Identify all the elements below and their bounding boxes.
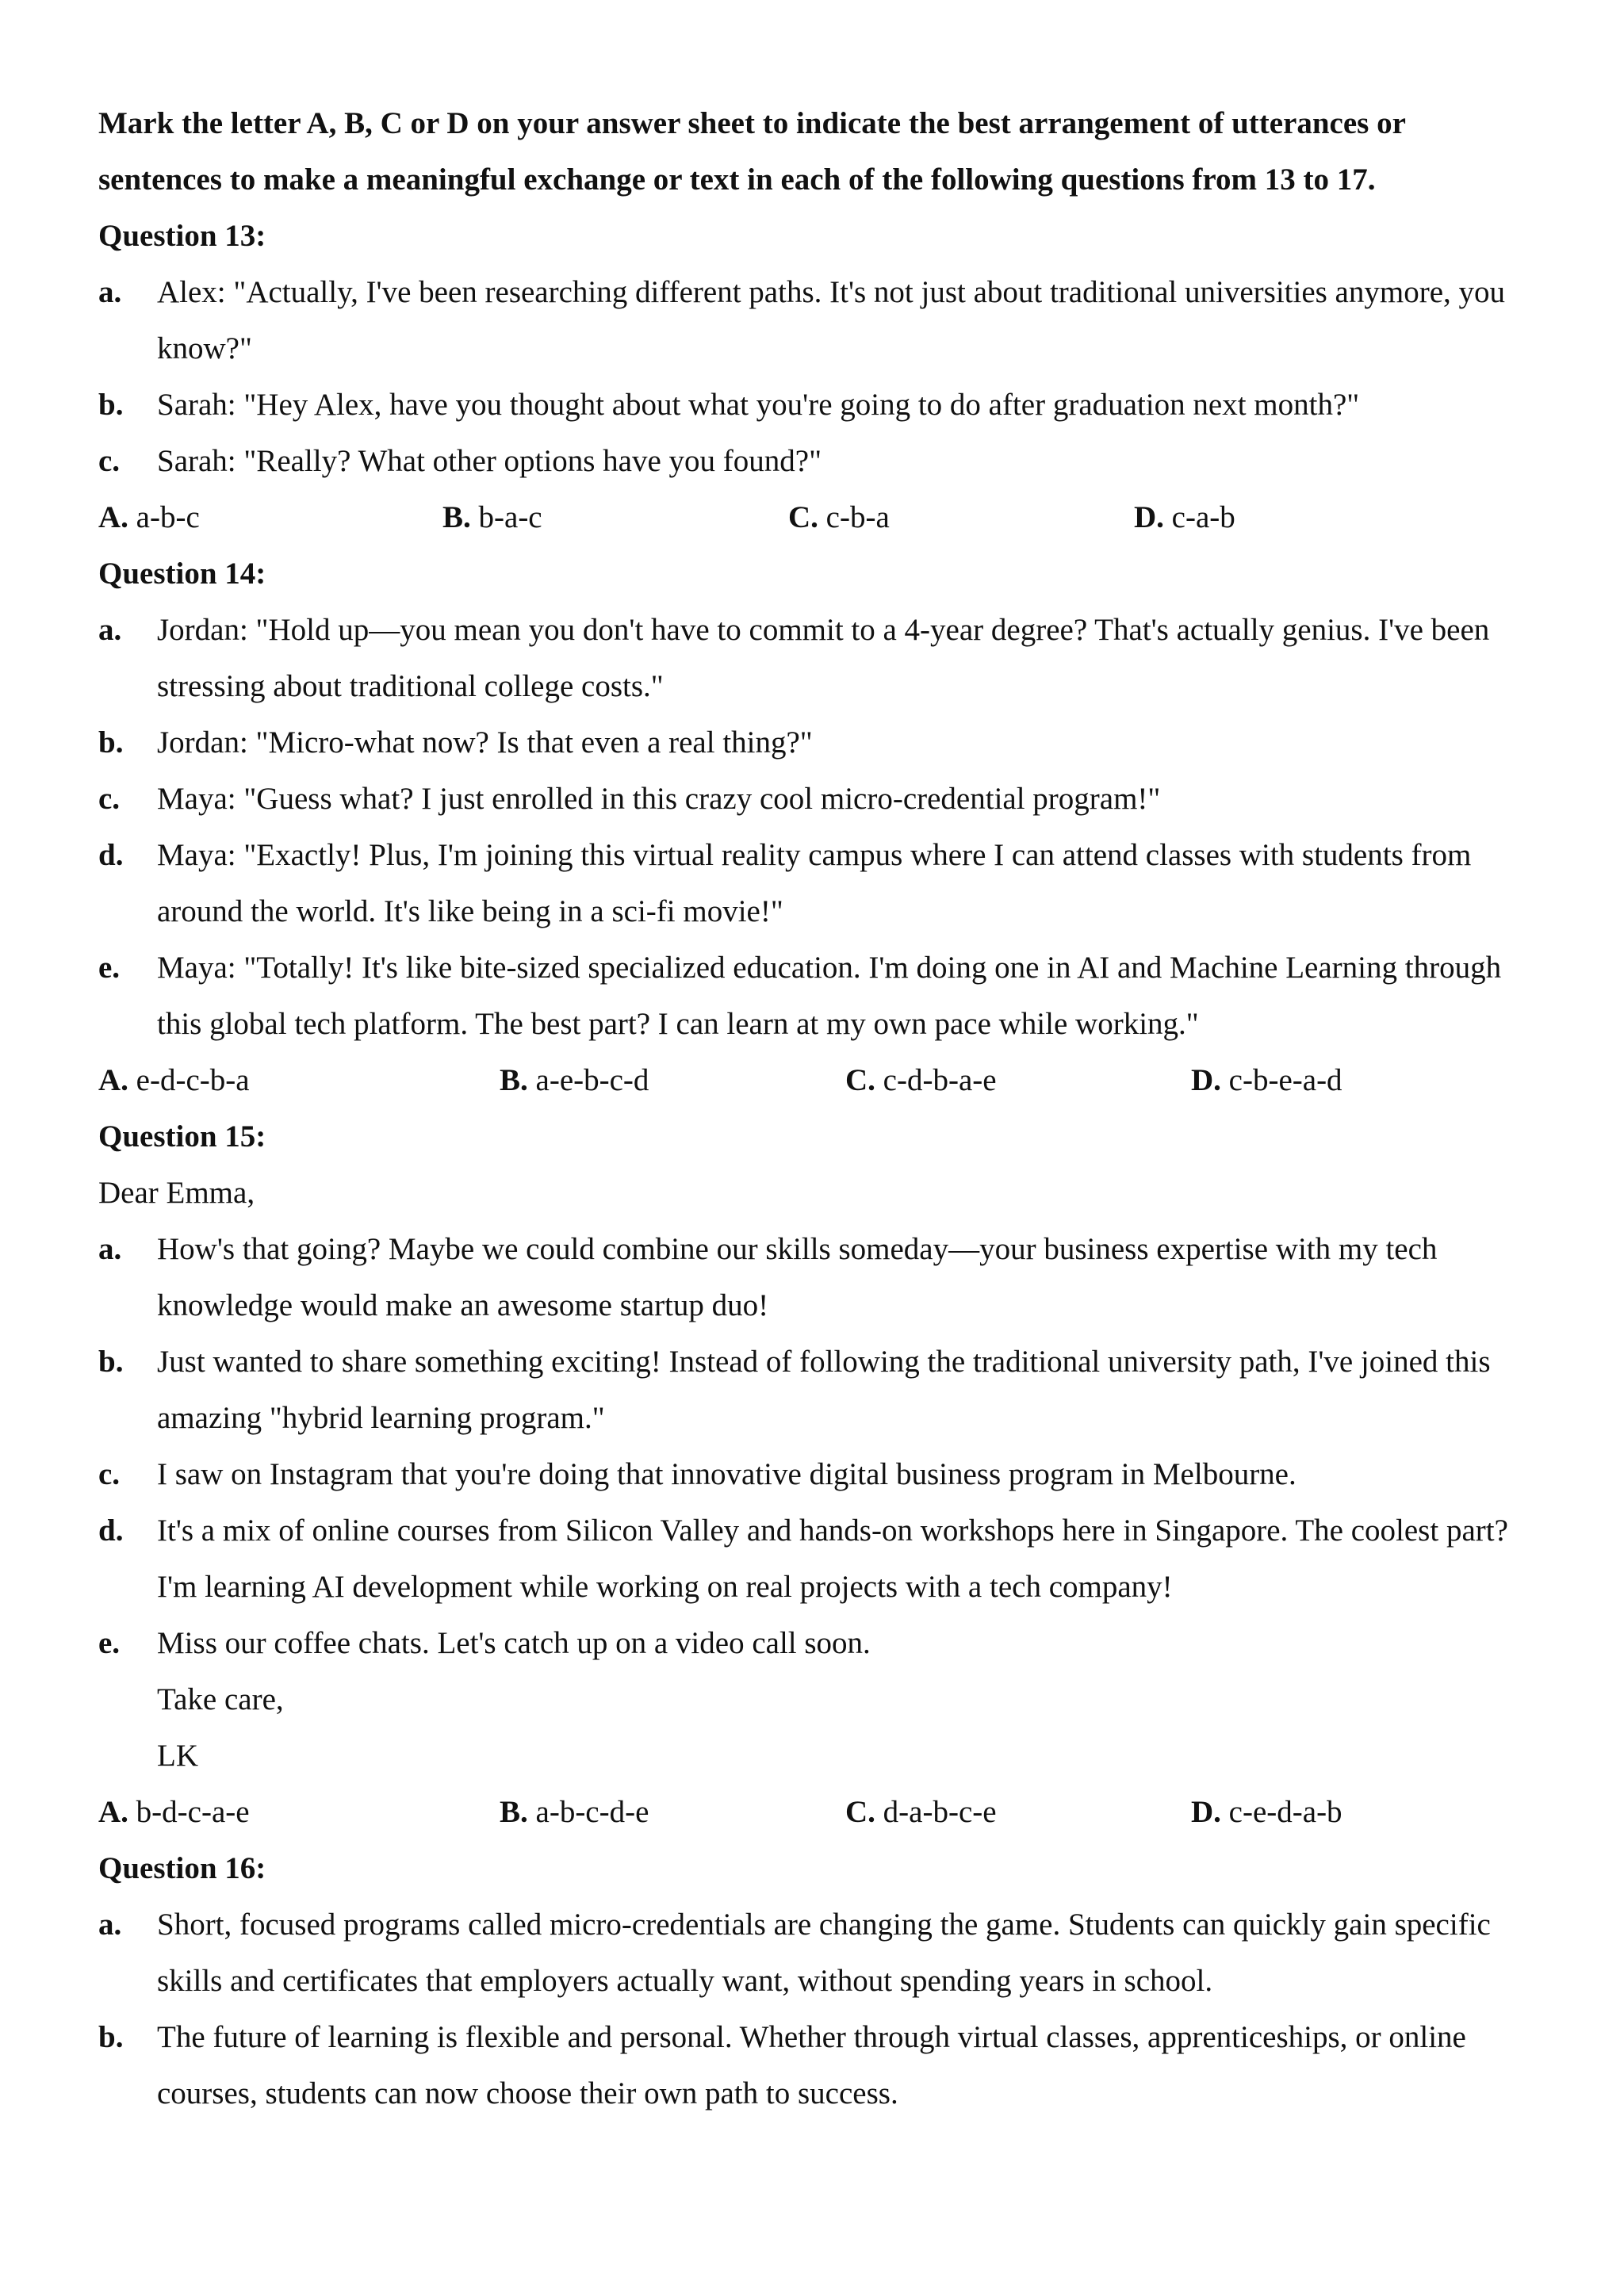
option-letter: B.	[500, 1795, 528, 1829]
item-label: d.	[98, 1513, 124, 1548]
q15-item-c	[98, 1446, 1542, 1502]
q15-item-b	[98, 1334, 1542, 1446]
option-letter: D.	[1134, 500, 1164, 534]
q13-option-d[interactable]	[1134, 489, 1235, 545]
option-value: b-a-c	[478, 500, 542, 534]
item-label: b.	[98, 388, 124, 422]
q14-option-b[interactable]	[500, 1052, 845, 1108]
option-letter: C.	[788, 500, 818, 534]
letter-greeting: Dear Emma,	[98, 1176, 255, 1210]
q13-option-b[interactable]	[442, 489, 788, 545]
item-label: c.	[98, 782, 121, 816]
question-14-title: Question 14:	[98, 557, 266, 591]
q13-item-b	[98, 377, 1542, 433]
item-text: Maya: "Totally! It's like bite-sized specialized education. I'm doing one in AI and Machine Learning through this global tech platform. The best part? I can learn at my own pace while working."	[157, 951, 1502, 1041]
option-value: c-b-e-a-d	[1228, 1063, 1342, 1097]
q14-item-c	[98, 771, 1542, 827]
item-label: a.	[98, 1908, 122, 1942]
q14-item-a	[98, 602, 1542, 714]
q15-option-b[interactable]	[500, 1784, 845, 1840]
instructions-line-1: Mark the letter A, B, C or D on your answer sheet to indicate the best arrangement of utterances or	[98, 106, 1406, 140]
item-label: b.	[98, 1345, 124, 1379]
item-label: e.	[98, 951, 121, 985]
option-letter: C.	[845, 1795, 875, 1829]
item-text: Alex: "Actually, I've been researching different paths. It's not just about traditional universities anymore, you know?"	[157, 275, 1506, 365]
question-15-title: Question 15:	[98, 1119, 266, 1154]
item-text: It's a mix of online courses from Silicon Valley and hands-on workshops here in Singapore. The coolest part? I'm learning AI development while working on real projects with a tech company!	[157, 1513, 1508, 1604]
item-text: Maya: "Guess what? I just enrolled in this crazy cool micro-credential program!"	[157, 782, 1161, 816]
q15-item-d	[98, 1502, 1542, 1615]
item-text: Sarah: "Hey Alex, have you thought about what you're going to do after graduation next month?"	[157, 388, 1360, 422]
q15-option-c[interactable]	[845, 1784, 1191, 1840]
q15-item-e	[98, 1615, 1542, 1671]
item-text: The future of learning is flexible and personal. Whether through virtual classes, apprenticeships, or online courses, students can now choose their own path to success.	[157, 2020, 1466, 2110]
option-letter: B.	[442, 500, 471, 534]
item-text: Jordan: "Micro-what now? Is that even a real thing?"	[157, 725, 813, 760]
q16-item-b	[98, 2009, 1542, 2122]
option-value: a-e-b-c-d	[535, 1063, 649, 1097]
item-label: a.	[98, 1232, 122, 1266]
item-text: Just wanted to share something exciting! Instead of following the traditional university path, I've joined this amazing "hybrid learning program."	[157, 1345, 1491, 1435]
q14-item-b	[98, 714, 1542, 771]
option-value: c-e-d-a-b	[1228, 1795, 1342, 1829]
item-text: Maya: "Exactly! Plus, I'm joining this virtual reality campus where I can attend classes with students from around the world. It's like being in a sci-fi movie!"	[157, 838, 1472, 928]
q15-option-d[interactable]	[1191, 1784, 1342, 1840]
option-letter: A.	[98, 1063, 128, 1097]
item-text: Jordan: "Hold up—you mean you don't have to commit to a 4-year degree? That's actually genius. I've been stressing about traditional college costs."	[157, 613, 1490, 703]
q13-item-a	[98, 264, 1542, 377]
item-label: a.	[98, 275, 122, 309]
question-16-title: Question 16:	[98, 1851, 266, 1885]
item-text: I saw on Instagram that you're doing that innovative digital business program in Melbourne.	[157, 1457, 1297, 1491]
item-label: a.	[98, 613, 122, 647]
option-value: c-b-a	[825, 500, 890, 534]
q13-option-a[interactable]	[98, 489, 442, 545]
q15-option-a[interactable]	[98, 1784, 500, 1840]
item-label: d.	[98, 838, 124, 872]
item-label: b.	[98, 725, 124, 760]
question-13-title: Question 13:	[98, 219, 266, 253]
option-value: c-a-b	[1171, 500, 1235, 534]
q14-item-e	[98, 939, 1542, 1052]
q13-item-c	[98, 433, 1542, 489]
q15-item-a	[98, 1221, 1542, 1334]
item-label: b.	[98, 2020, 124, 2054]
item-text: Short, focused programs called micro-credentials are changing the game. Students can quickly gain specific skills and certificates that employers actually want, without spending years in school.	[157, 1908, 1491, 1998]
item-label: c.	[98, 444, 121, 478]
q13-options	[98, 489, 1542, 545]
item-label: e.	[98, 1626, 121, 1660]
option-value: b-d-c-a-e	[136, 1795, 250, 1829]
q16-item-a	[98, 1896, 1542, 2009]
option-value: a-b-c-d-e	[535, 1795, 649, 1829]
instructions-line-2: sentences to make a meaningful exchange or text in each of the following questions from 13 to 17.	[98, 163, 1376, 197]
option-letter: A.	[98, 500, 128, 534]
option-letter: C.	[845, 1063, 875, 1097]
q14-options	[98, 1052, 1542, 1108]
item-text: Miss our coffee chats. Let's catch up on a video call soon.	[157, 1626, 871, 1660]
q15-options	[98, 1784, 1542, 1840]
item-text: How's that going? Maybe we could combine our skills someday—your business expertise with my tech knowledge would make an awesome startup duo!	[157, 1232, 1438, 1322]
option-letter: D.	[1191, 1795, 1221, 1829]
q14-option-c[interactable]	[845, 1052, 1191, 1108]
q14-option-d[interactable]	[1191, 1052, 1342, 1108]
letter-closing: Take care,	[157, 1682, 284, 1716]
q14-item-d	[98, 827, 1542, 939]
option-value: c-d-b-a-e	[883, 1063, 997, 1097]
option-value: d-a-b-c-e	[883, 1795, 997, 1829]
item-label: c.	[98, 1457, 121, 1491]
option-value: a-b-c	[136, 500, 200, 534]
option-letter: B.	[500, 1063, 528, 1097]
option-letter: A.	[98, 1795, 128, 1829]
page-content	[98, 95, 1542, 2122]
option-letter: D.	[1191, 1063, 1221, 1097]
q13-option-c[interactable]	[788, 489, 1134, 545]
item-text: Sarah: "Really? What other options have you found?"	[157, 444, 822, 478]
letter-signature: LK	[157, 1739, 198, 1773]
q14-option-a[interactable]	[98, 1052, 500, 1108]
option-value: e-d-c-b-a	[136, 1063, 250, 1097]
